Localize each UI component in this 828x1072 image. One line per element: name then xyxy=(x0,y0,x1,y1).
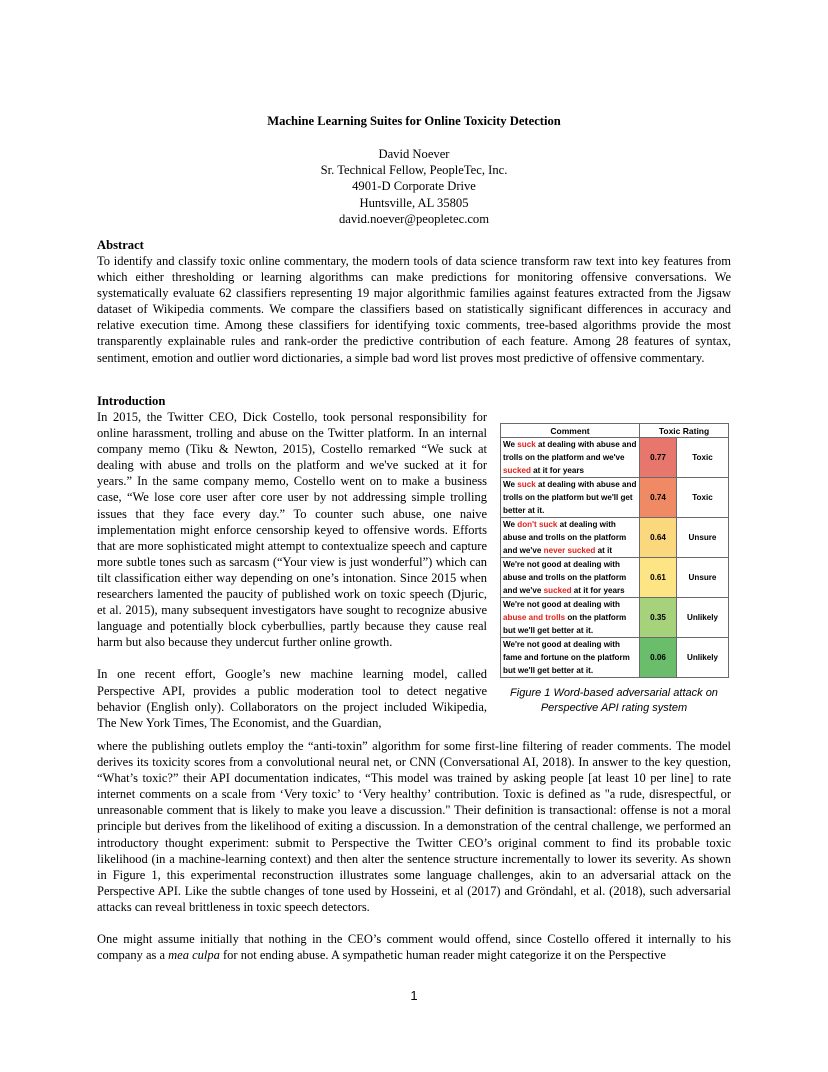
table-row xyxy=(501,478,729,518)
comment-cell xyxy=(501,518,640,558)
rating-cell: Unsure xyxy=(677,558,729,598)
comment-text: at it for years xyxy=(571,586,625,595)
rating-cell: Toxic xyxy=(677,438,729,478)
author-block xyxy=(0,146,828,227)
caption-line-2: Perspective API rating system xyxy=(540,702,688,714)
intro-paragraph-2-start: In one recent effort, Google’s new machine learning model, called Perspective API, provides a public moderation tool to detect negative behavior (English only). Collaborators on the project included Wikipedia, The New York Times, The Economist, and the Guardian, xyxy=(97,667,487,730)
p3-italic: mea culpa xyxy=(168,948,220,963)
introduction-column-text xyxy=(97,409,487,731)
rating-cell: Unsure xyxy=(677,518,729,558)
intro-paragraph-1: In 2015, the Twitter CEO, Dick Costello, took personal responsibility for online harassment, trolling and abuse on the Twitter platform. In an internal company memo (Tiku & Newton, 2015), Costello remarked “We suck at dealing with abuse and trolls on the platform and we've sucked at it for years.” In the same company memo, Costello went on to make a business case, “We lose core user after core user by not addressing simple trolling issues that they face every day.” To counter such abuse, one naive implementation might enforce censorship keyed to offensive words. Efforts that are more sophisticated might attempt to contextualize speech and capture more subtle tones such as sarcasm (“Your view is just wonderful”) which can tilt classification either way depending on one’s intonation. Since 2015 when researchers lamented the paucity of published work on toxic speech (Djuric, et al. 2015), many subsequent investigators have sought to recognize abusive language and potentially block cyberbullies, partly because they cause real harm but also because they undercut further online growth. xyxy=(97,410,487,650)
abstract-text: To identify and classify toxic online commentary, the modern tools of data science transform raw text into key features from which either thresholding or learning algorithms can make predictions for monitoring offensive conversations. We systematically evaluate 62 classifiers representing 19 major algorithmic families against features extracted from the Jigsaw dataset of Wikipedia comments. We compare the classifiers based on statistically significant differences in accuracy and relative execution time. Among these classifiers for identifying toxic comments, tree-based algorithms provide the most transparently explainable rules and rank-order the predictive contribution of each feature. Among 28 features of syntax, sentiment, emotion and outlier word dictionaries, a simple bad word list proves most predictive of offensive commentary. xyxy=(97,254,731,365)
author-email[interactable]: david.noever@peopletec.com xyxy=(338,211,490,226)
author-affiliation: Sr. Technical Fellow, PeopleTec, Inc. xyxy=(320,163,508,178)
table-row xyxy=(501,518,729,558)
rating-cell: Unlikely xyxy=(677,638,729,678)
author-street: 4901-D Corporate Drive xyxy=(352,179,476,194)
comment-cell xyxy=(501,438,640,478)
table-row xyxy=(501,438,729,478)
figure-caption xyxy=(469,686,759,716)
caption-line-1: Figure 1 Word-based adversarial attack on xyxy=(510,687,718,699)
comment-text: on the platform but we'll get better at it. xyxy=(503,613,627,635)
score-cell: 0.64 xyxy=(640,518,677,558)
highlighted-word: abuse and trolls xyxy=(503,613,566,622)
abstract-heading: Abstract xyxy=(97,238,144,252)
score-cell: 0.35 xyxy=(640,598,677,638)
toxicity-table xyxy=(500,423,729,678)
introduction-heading: Introduction xyxy=(97,394,166,408)
comment-text: at it xyxy=(595,546,613,555)
introduction-full-text xyxy=(97,738,731,963)
comment-text: at it for years xyxy=(530,466,584,475)
rating-cell: Unlikely xyxy=(677,598,729,638)
table-row xyxy=(501,638,729,678)
page-number: 1 xyxy=(410,988,418,1003)
score-cell: 0.74 xyxy=(640,478,677,518)
comment-text: at dealing with abuse and trolls on the platform and we've xyxy=(503,440,637,462)
comment-cell xyxy=(501,478,640,518)
score-cell: 0.61 xyxy=(640,558,677,598)
intro-paragraph-3 xyxy=(97,931,731,963)
header-comment: Comment xyxy=(501,424,640,438)
figure-1 xyxy=(500,423,728,716)
comment-text: We xyxy=(503,440,518,449)
comment-text: We xyxy=(503,480,518,489)
comment-cell xyxy=(501,598,640,638)
table-body xyxy=(501,438,729,678)
p3-text-before: One might assume initially that nothing in the CEO’s comment would offend, since Costello offered it internally to his company as a xyxy=(97,932,731,963)
comment-text: We're not good at dealing with abuse and trolls on the platform and we've xyxy=(503,560,627,595)
comment-text: We're not good at dealing with xyxy=(503,600,620,609)
intro-paragraph-2-continued: where the publishing outlets employ the “anti-toxin” algorithm for some first-line filtering of reader comments. The model derives its toxicity scores from a convolutional neural net, or CNN (Conversational AI, 2018). In answer to the key question, “What’s toxic?” their API documentation indicates, “This model was trained by asking people [at least 10 per line] to rate internet comments on a scale from ‘Very toxic’ to ‘Very healthy’ contribution. Toxic is defined as "a rude, disrespectful, or unreasonable comment that is likely to make you leave a discussion." Their definition is transactional: offense is not a moral principle but derives from the likelihood of exiting a discussion. In a demonstration of the central challenge, we performed an introductory thought experiment: submit to Perspective the Twitter CEO’s original comment to find its probable toxic likelihood (in a machine-learning context) and then alter the sentence structure incrementally to lower its severity. As shown in Figure 1, this experimental reconstruction illustrates some language challenges, akin to an adversarial attack on the Perspective API. Like the subtle changes of tone used by Hosseini, et al (2017) and Gröndahl, et al. (2018), such adversarial attacks can reveal brittleness in toxic speech detectors. xyxy=(97,739,731,914)
score-cell: 0.77 xyxy=(640,438,677,478)
highlighted-word: sucked xyxy=(503,466,531,475)
header-toxic-rating: Toxic Rating xyxy=(640,424,729,438)
highlighted-word: suck xyxy=(517,480,536,489)
highlighted-word: never sucked xyxy=(543,546,596,555)
author-city: Huntsville, AL 35805 xyxy=(359,195,469,210)
author-name: David Noever xyxy=(378,147,450,161)
score-cell: 0.06 xyxy=(640,638,677,678)
table-row xyxy=(501,598,729,638)
highlighted-word: suck xyxy=(517,440,536,449)
highlighted-word: don't suck xyxy=(517,520,558,529)
table-row xyxy=(501,558,729,598)
comment-text: We're not good at dealing with fame and fortune on the platform but we'll get better at it. xyxy=(503,640,630,675)
p3-text-after: for not ending abuse. A sympathetic human reader might categorize it on the Perspective xyxy=(219,948,666,963)
comment-cell xyxy=(501,558,640,598)
table-header-row xyxy=(501,424,729,438)
comment-text: We xyxy=(503,520,518,529)
paper-title: Machine Learning Suites for Online Toxicity Detection xyxy=(267,114,561,128)
comment-text: at dealing with abuse and trolls on the platform but we'll get better at it. xyxy=(503,480,637,515)
comment-text: at dealing with abuse and trolls on the platform and we've xyxy=(503,520,627,555)
comment-cell xyxy=(501,638,640,678)
highlighted-word: sucked xyxy=(543,586,572,595)
rating-cell: Toxic xyxy=(677,478,729,518)
